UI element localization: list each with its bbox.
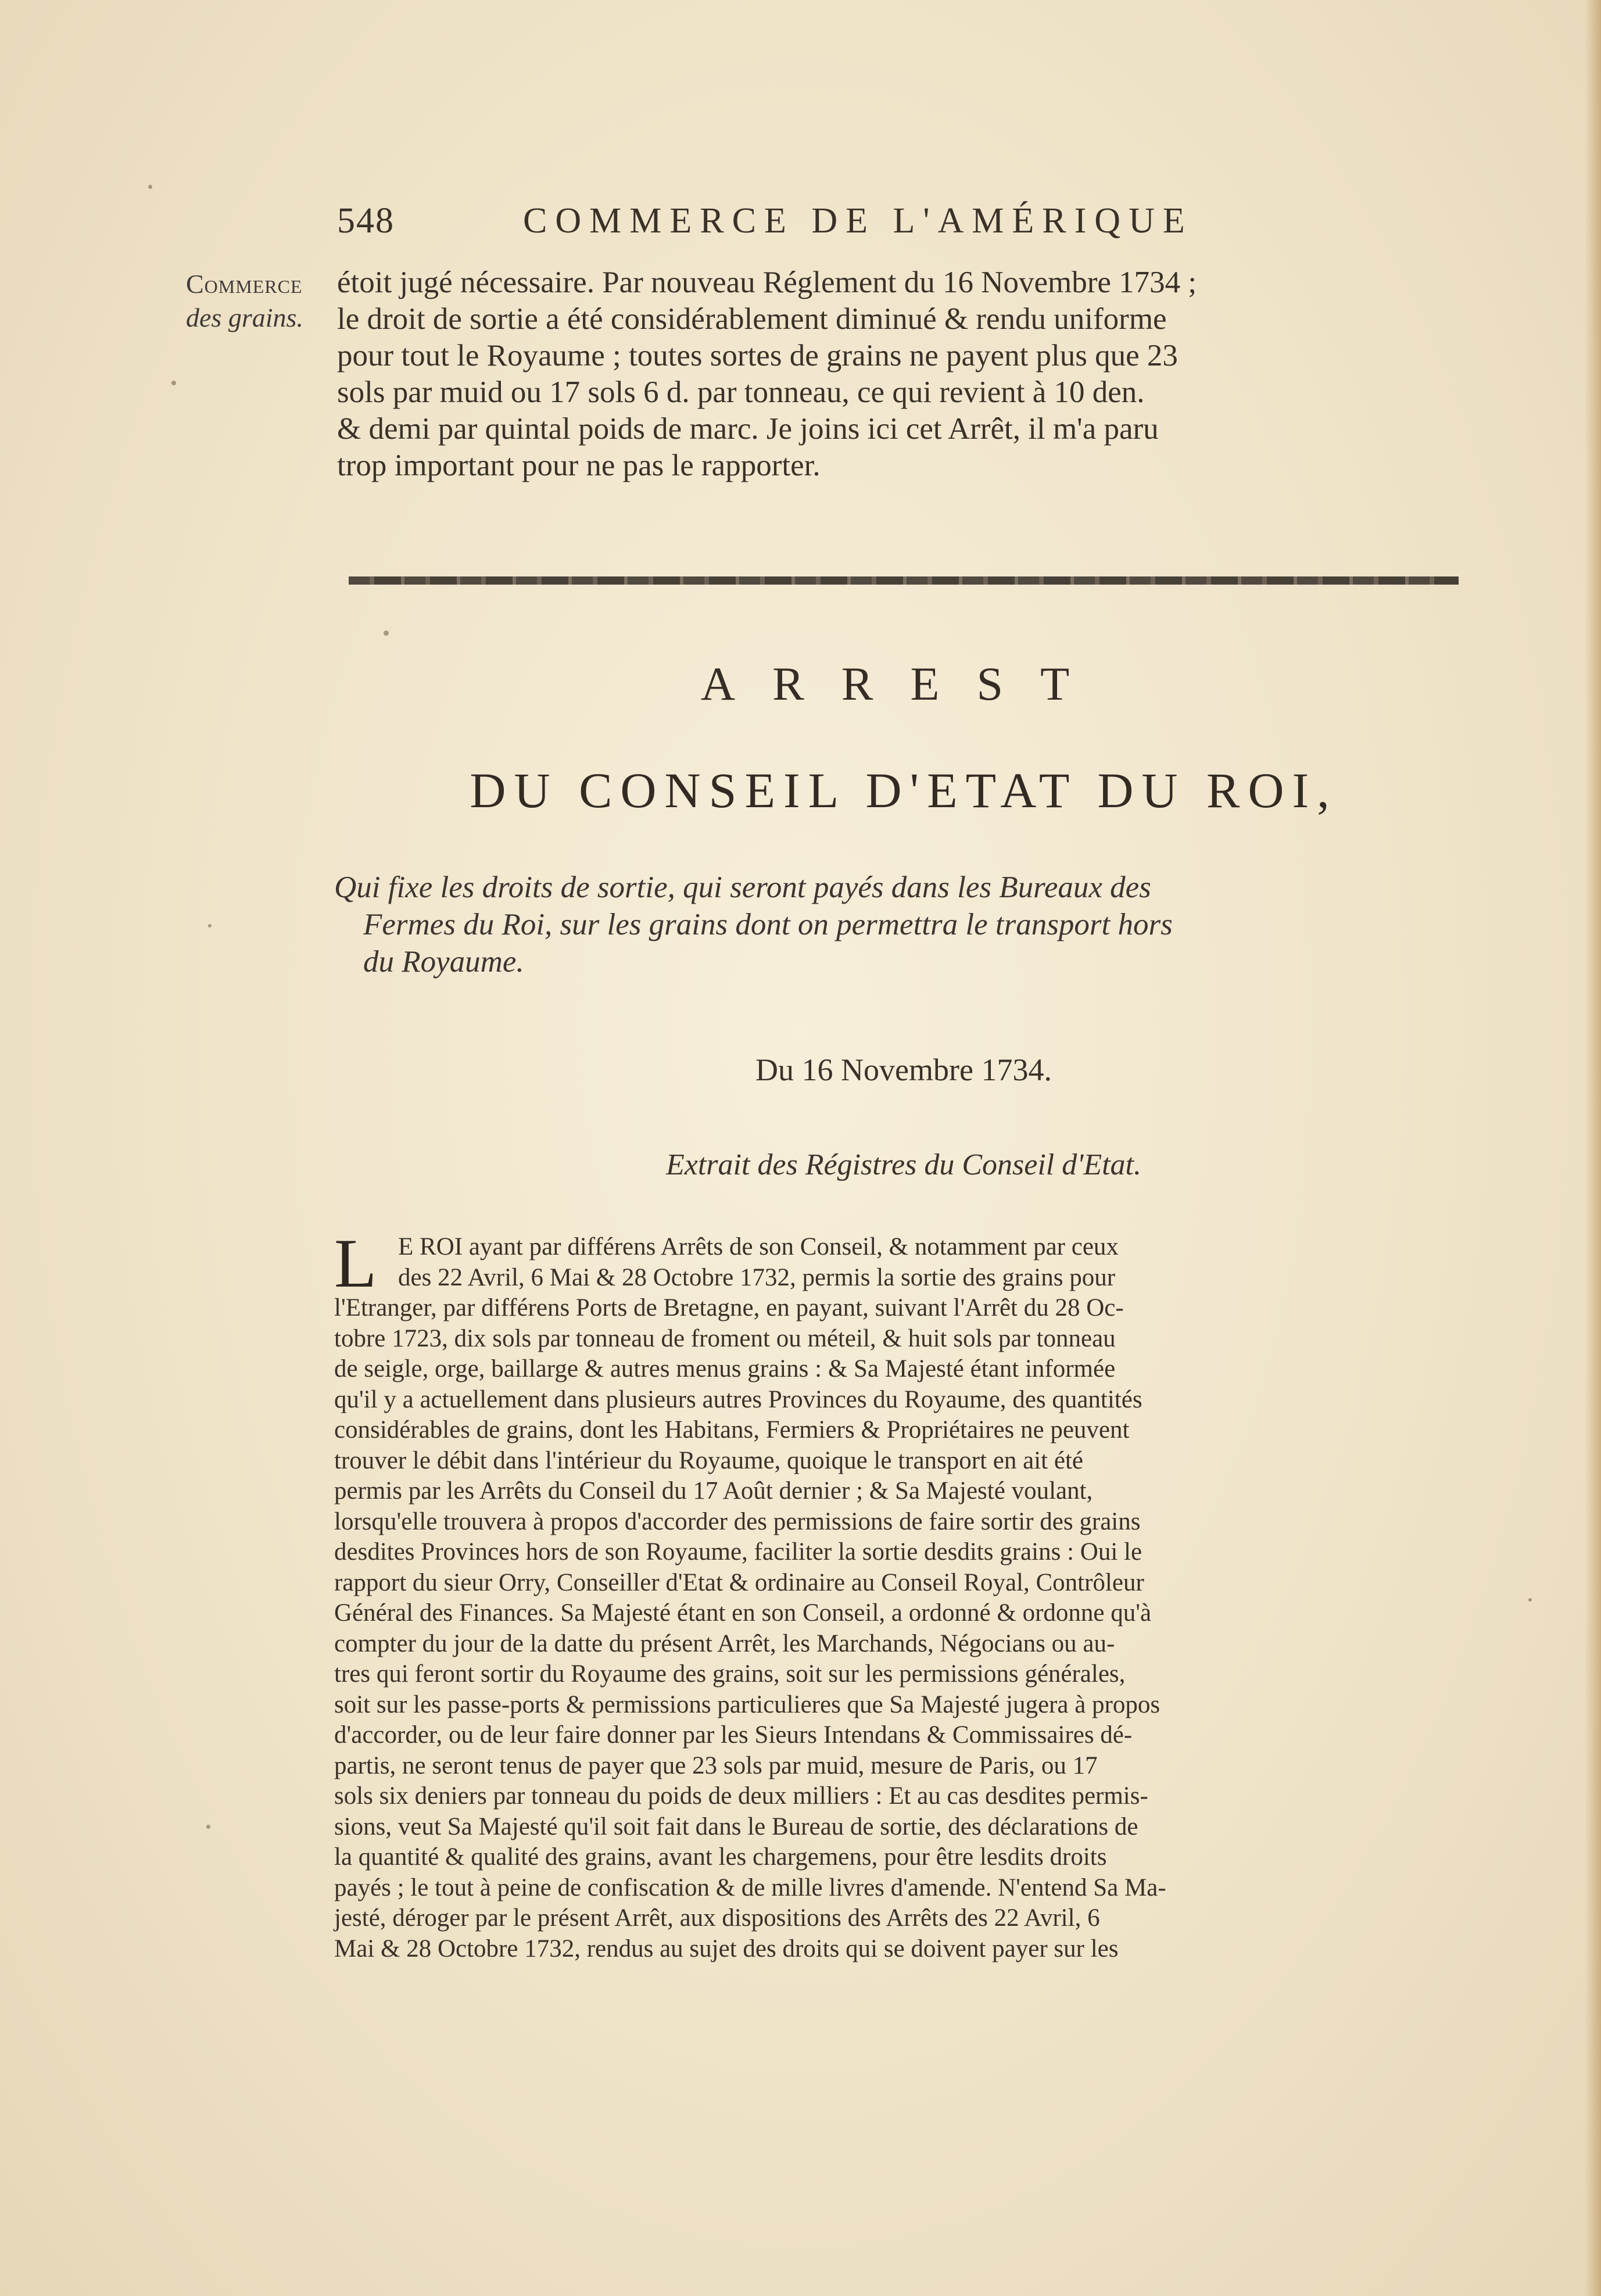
- text-line: étoit jugé nécessaire. Par nouveau Réglement du 16 Novembre 1734 ;: [337, 266, 1197, 299]
- text-line: sols par muid ou 17 sols 6 d. par tonneau, ce qui revient à 10 den.: [337, 375, 1145, 409]
- text-line: partis, ne seront tenus de payer que 23 sols par muid, mesure de Paris, ou 17: [334, 1751, 1098, 1779]
- text-line: sols six deniers par tonneau du poids de deux milliers : Et au cas desdites permis-: [334, 1782, 1148, 1810]
- text-line: Qui fixe les droits de sortie, qui seront payés dans les Bureaux des: [334, 871, 1151, 904]
- text-line: la quantité & qualité des grains, avant les chargemens, pour être lesdits droits: [334, 1843, 1107, 1871]
- text-line: & demi par quintal poids de marc. Je joins ici cet Arrêt, il m'a paru: [337, 412, 1159, 446]
- paper-speck: [171, 381, 176, 385]
- text-line: des 22 Avril, 6 Mai & 28 Octobre 1732, permis la sortie des grains pour: [398, 1263, 1116, 1291]
- paper-speck: [148, 185, 152, 189]
- text-line: qu'il y a actuellement dans plusieurs autres Provinces du Royaume, des quantités: [334, 1385, 1142, 1413]
- decree-summary: [334, 869, 1473, 980]
- text-line: trop important pour ne pas le rapporter.: [337, 449, 821, 482]
- text-line: permis par les Arrêts du Conseil du 17 Août dernier ; & Sa Majesté voulant,: [334, 1477, 1093, 1505]
- decree-date: Du 16 Novembre 1734.: [755, 1052, 1052, 1087]
- page-number: 548: [337, 201, 395, 241]
- text-line: tres qui feront sortir du Royaume des grains, soit sur les permissions générales,: [334, 1660, 1126, 1688]
- text-line: lorsqu'elle trouvera à propos d'accorder des permissions de faire sortir des grains: [334, 1507, 1141, 1535]
- text-line: tobre 1723, dix sols par tonneau de froment ou méteil, & huit sols par tonneau: [334, 1324, 1116, 1352]
- text-line: sions, veut Sa Majesté qu'il soit fait dans le Bureau de sortie, des déclarations de: [334, 1813, 1138, 1840]
- text-line: d'accorder, ou de leur faire donner par les Sieurs Intendans & Commissaires dé-: [334, 1721, 1133, 1749]
- text-line: Fermes du Roi, sur les grains dont on permettra le transport hors: [363, 908, 1173, 941]
- text-line: pour tout le Royaume ; toutes sortes de grains ne payent plus que 23: [337, 339, 1178, 372]
- margin-note-line: Commerce: [186, 269, 303, 299]
- running-title: COMMERCE DE L'AMÉRIQUE: [523, 201, 1193, 241]
- text-line: payés ; le tout à peine de confiscation & de mille livres d'amende. N'entend Sa Ma-: [334, 1874, 1166, 1901]
- text-line: desdites Provinces hors de son Royaume, faciliter la sortie desdits grains : Oui le: [334, 1538, 1142, 1566]
- text-line: du Royaume.: [363, 945, 524, 979]
- margin-note: [186, 267, 343, 335]
- decree-body: [334, 1224, 1473, 1964]
- text-line: considérables de grains, dont les Habitans, Fermiers & Propriétaires ne peuvent: [334, 1416, 1130, 1443]
- margin-note-line: des grains.: [186, 303, 303, 332]
- text-line: l'Etranger, par différens Ports de Bretagne, en payant, suivant l'Arrêt du 28 Oc-: [334, 1294, 1124, 1321]
- text-line: le droit de sortie a été considérablement diminué & rendu uniforme: [337, 302, 1167, 336]
- ornamental-rule: [349, 576, 1459, 585]
- page-edge-shadow: [1585, 0, 1601, 2296]
- extract-heading: Extrait des Régistres du Conseil d'Etat.: [665, 1148, 1141, 1181]
- text-line: soit sur les passe-ports & permissions particulieres que Sa Majesté jugera à propos: [334, 1690, 1161, 1718]
- paper-speck: [206, 1825, 210, 1829]
- text-line: Mai & 28 Octobre 1732, rendus au sujet des droits qui se doivent payer sur les: [334, 1935, 1119, 1962]
- text-line: Général des Finances. Sa Majesté étant en son Conseil, a ordonné & ordonne qu'à: [334, 1599, 1152, 1627]
- intro-paragraph: [337, 264, 1464, 484]
- paper-speck: [384, 631, 389, 636]
- text-line: rapport du sieur Orry, Conseiller d'Etat & ordinaire au Conseil Royal, Contrôleur: [334, 1568, 1144, 1596]
- text-line: E ROI ayant par différens Arrêts de son Conseil, & notamment par ceux: [398, 1233, 1119, 1260]
- arrest-heading: ARREST: [700, 657, 1107, 710]
- drop-cap: L: [334, 1224, 377, 1302]
- text-line: jesté, déroger par le présent Arrêt, aux dispositions des Arrêts des 22 Avril, 6: [334, 1904, 1100, 1932]
- text-line: compter du jour de la datte du présent Arrêt, les Marchands, Négocians ou au-: [334, 1629, 1115, 1657]
- paper-speck: [1528, 1598, 1532, 1602]
- conseil-heading: DU CONSEIL D'ETAT DU ROI,: [470, 762, 1338, 818]
- running-head: [337, 200, 1325, 253]
- paper-speck: [208, 924, 212, 927]
- text-line: de seigle, orge, baillarge & autres menus grains : & Sa Majesté étant informée: [334, 1355, 1116, 1382]
- text-line: trouver le débit dans l'intérieur du Royaume, quoique le transport en ait été: [334, 1446, 1083, 1474]
